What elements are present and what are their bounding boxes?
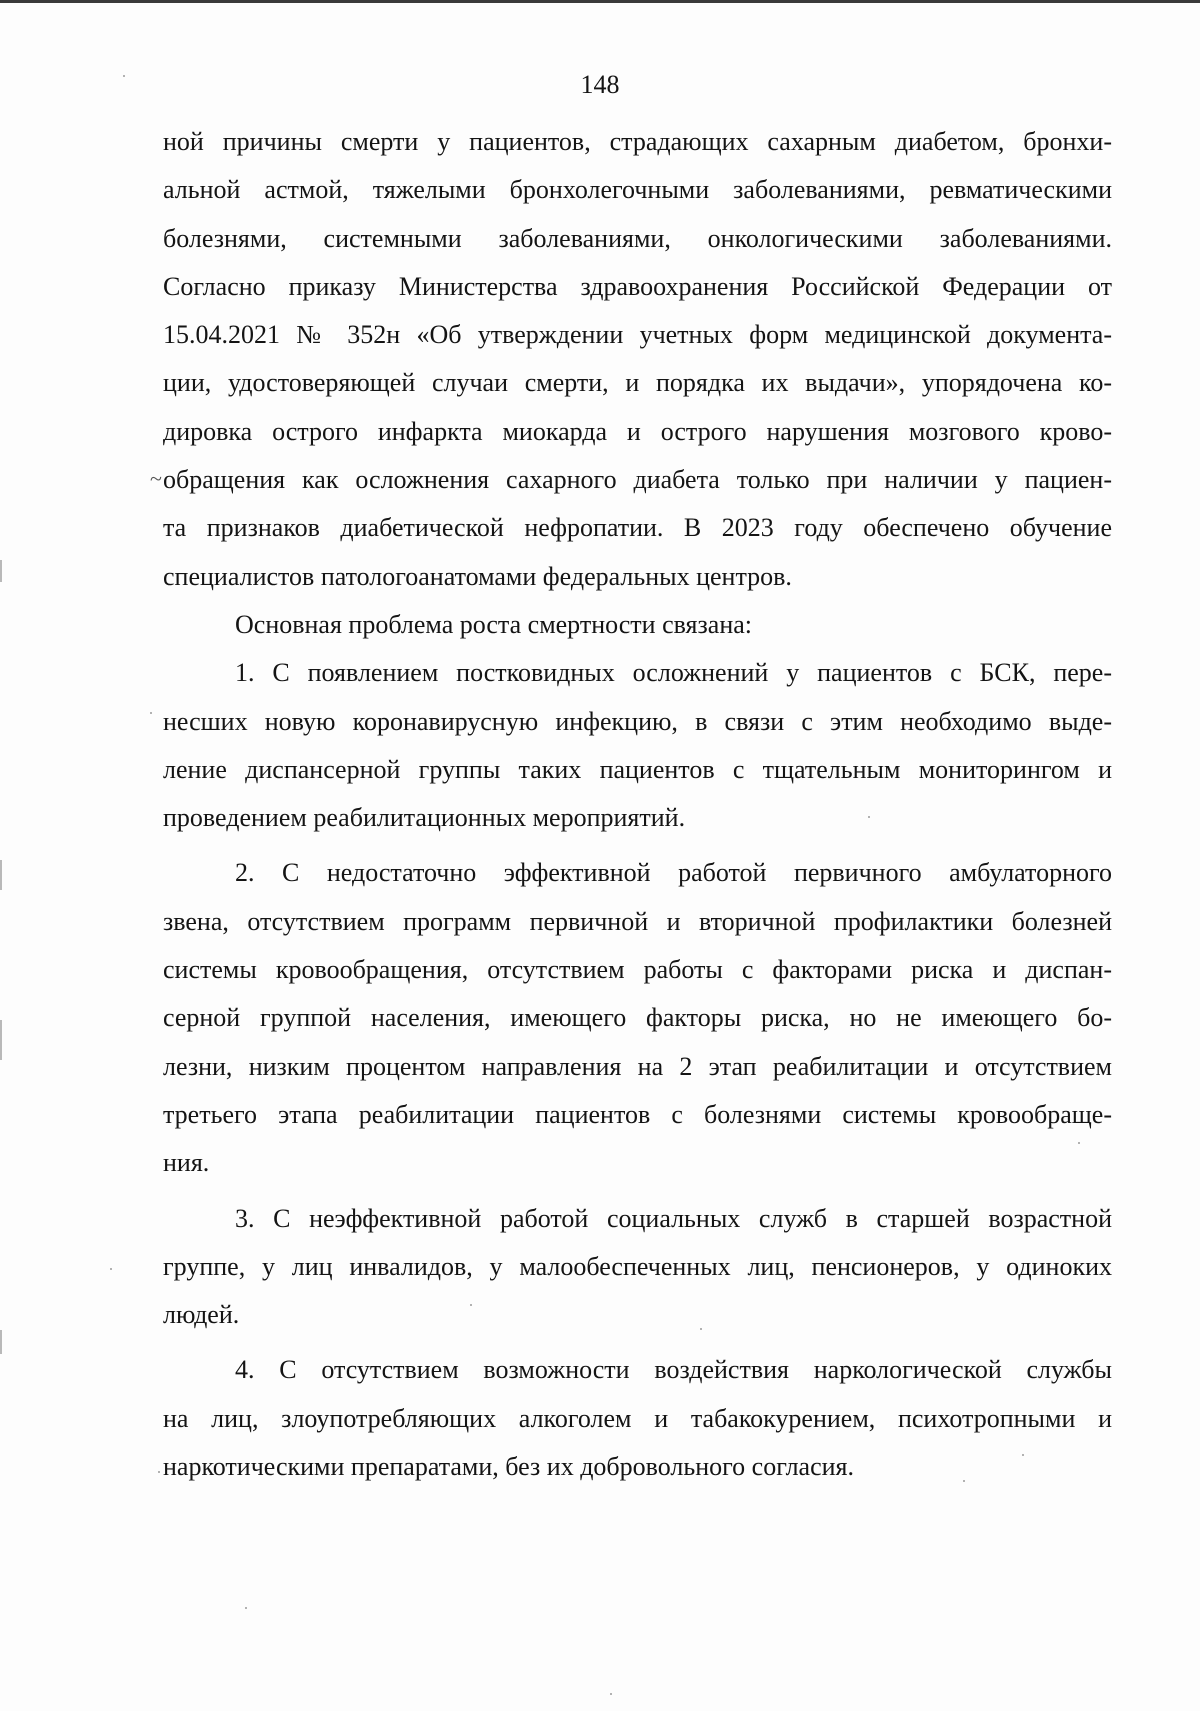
text-line: альной астмой, тяжелыми бронхолегочными заболеваниями, ревматическими: [163, 175, 1112, 205]
scan-artifact: [245, 1607, 247, 1609]
list-item-2-line: ния.: [163, 1148, 210, 1178]
list-item-2-line: звена, отсутствием программ первичной и вторичной профилактики болезней: [163, 906, 1112, 936]
scan-artifact: [123, 75, 125, 77]
scan-artifact: [470, 1304, 472, 1306]
body-text: [163, 118, 1112, 1491]
top-border-line: [0, 0, 1200, 3]
scan-artifact: [700, 1328, 702, 1330]
text-line: Согласно приказу Министерства здравоохранения Российской Федерации от: [163, 271, 1112, 301]
text-line: 15.04.2021 № 352н «Об утверждении учетных форм медицинской документа-: [163, 320, 1112, 350]
list-item-1-line: проведением реабилитационных мероприятий.: [163, 803, 686, 833]
list-item-3-line: группе, у лиц инвалидов, у малообеспеченных лиц, пенсионеров, у одиноких: [163, 1251, 1112, 1281]
margin-mark: ~: [150, 466, 162, 491]
list-item-1-line: 1. С появлением постковидных осложнений у пациентов с БСК, пере-: [235, 658, 1112, 688]
scan-artifact: [0, 1020, 2, 1060]
list-item-3-line: людей.: [163, 1300, 240, 1330]
list-item-2-line: системы кровообращения, отсутствием работы с факторами риска и диспан-: [163, 955, 1112, 985]
scan-artifact: [158, 1471, 160, 1473]
page-number: 148: [580, 70, 620, 99]
list-item-4-line: наркотическими препаратами, без их добровольного согласия.: [163, 1452, 854, 1482]
list-item-4-line: 4. С отсутствием возможности воздействия наркологической службы: [235, 1355, 1112, 1385]
scan-artifact: [1022, 1454, 1024, 1456]
list-item-1-line: ление диспансерной группы таких пациентов с тщательным мониторингом и: [163, 754, 1112, 784]
scan-artifact: [1078, 1142, 1080, 1144]
text-line: ции, удостоверяющей случаи смерти, и порядка их выдачи», упорядочена ко-: [163, 368, 1112, 398]
scan-artifact: [0, 560, 2, 582]
text-line: специалистов патологоанатомами федеральных центров.: [163, 561, 792, 591]
scan-artifact: [610, 1693, 612, 1695]
scan-artifact: [110, 1268, 112, 1270]
text-line: болезнями, системными заболеваниями, онкологическими заболеваниями.: [163, 223, 1112, 253]
text-line: та признаков диабетической нефропатии. В 2023 году обеспечено обучение: [163, 513, 1112, 543]
scan-artifact: [0, 1330, 2, 1354]
scan-artifact: [963, 1480, 965, 1482]
text-line: ной причины смерти у пациентов, страдающих сахарным диабетом, бронхи-: [163, 127, 1112, 156]
list-item-2-line: лезни, низким процентом направления на 2 этап реабилитации и отсутствием: [163, 1051, 1112, 1081]
text-line: обращения как осложнения сахарного диабета только при наличии у пациен-: [163, 465, 1112, 495]
list-item-1-line: несших новую коронавирусную инфекцию, в связи с этим необходимо выде-: [163, 706, 1112, 736]
scan-artifact: [0, 860, 2, 890]
scan-artifact: [150, 712, 152, 714]
text-line: дировка острого инфаркта миокарда и острого нарушения мозгового крово-: [163, 416, 1112, 446]
list-item-3-line: 3. С неэффективной работой социальных служб в старшей возрастной: [235, 1203, 1112, 1233]
paragraph-intro: Основная проблема роста смертности связана:: [235, 609, 753, 639]
list-item-2-line: серной группой населения, имеющего факторы риска, но не имеющего бо-: [163, 1003, 1112, 1033]
list-item-2-line: третьего этапа реабилитации пациентов с болезнями системы кровообраще-: [163, 1099, 1112, 1129]
scan-artifact: [868, 816, 870, 818]
list-item-4-line: на лиц, злоупотребляющих алкоголем и табакокурением, психотропными и: [163, 1403, 1112, 1433]
list-item-2-line: 2. С недостаточно эффективной работой первичного амбулаторного: [235, 858, 1112, 888]
